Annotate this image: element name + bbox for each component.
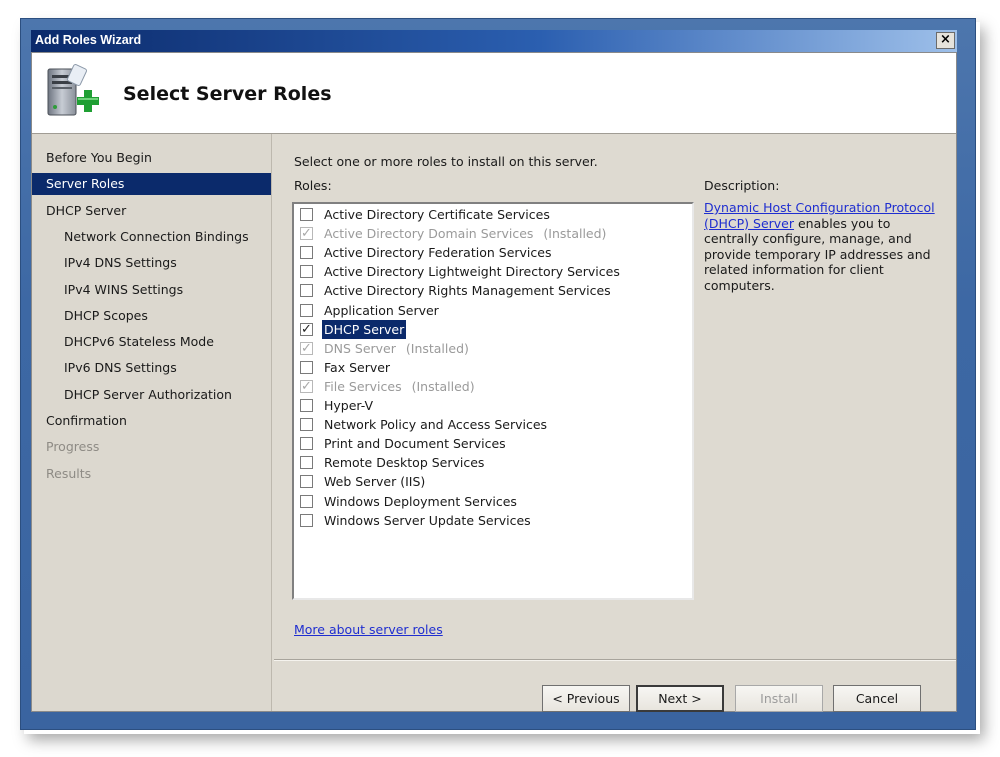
role-item[interactable] bbox=[300, 358, 392, 377]
role-label: Active Directory Domain Services bbox=[324, 226, 534, 242]
role-description bbox=[704, 200, 939, 293]
role-item[interactable] bbox=[300, 301, 441, 320]
roles-listbox[interactable] bbox=[292, 202, 694, 600]
role-item bbox=[300, 377, 475, 396]
role-item[interactable] bbox=[300, 434, 508, 453]
role-item[interactable] bbox=[300, 492, 519, 511]
role-label: DNS Server bbox=[324, 340, 396, 356]
role-item[interactable] bbox=[300, 453, 486, 472]
wizard-client-area bbox=[31, 52, 957, 712]
title-bar[interactable] bbox=[31, 30, 957, 52]
checkbox[interactable] bbox=[300, 514, 313, 527]
button-divider bbox=[274, 659, 956, 661]
role-label: Active Directory Rights Management Services bbox=[324, 283, 611, 299]
previous-button[interactable]: < Previous bbox=[542, 685, 630, 712]
role-item[interactable] bbox=[300, 281, 613, 300]
nav-step-network-connection-bindings[interactable]: Network Connection Bindings bbox=[64, 228, 249, 244]
checkbox[interactable] bbox=[300, 265, 313, 278]
installed-suffix: (Installed) bbox=[405, 340, 469, 356]
roles-label: Roles: bbox=[294, 178, 332, 193]
role-label: File Services bbox=[324, 378, 402, 394]
role-item[interactable] bbox=[300, 262, 622, 281]
role-label: Active Directory Federation Services bbox=[324, 245, 552, 261]
role-label: Active Directory Certificate Services bbox=[324, 207, 550, 222]
nav-step-server-roles[interactable]: Server Roles bbox=[32, 173, 271, 195]
installed-suffix: (Installed) bbox=[543, 226, 607, 242]
role-item[interactable] bbox=[300, 415, 549, 434]
nav-step-before-you-begin[interactable]: Before You Begin bbox=[46, 150, 152, 165]
more-about-server-roles-link[interactable]: More about server roles bbox=[294, 622, 443, 637]
checkbox[interactable] bbox=[300, 418, 313, 431]
checkbox-checked: ✓ bbox=[301, 378, 312, 394]
role-item bbox=[300, 224, 606, 243]
role-label: Hyper-V bbox=[324, 398, 374, 413]
role-label: Application Server bbox=[324, 302, 439, 318]
role-label: Remote Desktop Services bbox=[324, 455, 485, 471]
close-button[interactable] bbox=[936, 32, 955, 49]
role-label: Windows Server Update Services bbox=[324, 512, 531, 528]
nav-step-ipv6-dns-settings[interactable]: IPv6 DNS Settings bbox=[64, 360, 177, 376]
description-label: Description: bbox=[704, 178, 780, 193]
checkbox[interactable] bbox=[300, 399, 313, 412]
nav-step-dhcpv6-stateless-mode[interactable]: DHCPv6 Stateless Mode bbox=[64, 334, 214, 350]
cancel-button[interactable]: Cancel bbox=[833, 685, 921, 712]
close-icon: × bbox=[940, 32, 951, 47]
role-item[interactable] bbox=[300, 511, 533, 530]
nav-step-ipv4-dns-settings[interactable]: IPv4 DNS Settings bbox=[64, 255, 177, 271]
instruction-text: Select one or more roles to install on this server. bbox=[294, 154, 598, 169]
checkbox-checked: ✓ bbox=[301, 340, 312, 356]
role-item[interactable] bbox=[300, 205, 552, 224]
role-item[interactable] bbox=[300, 396, 375, 415]
nav-step-ipv4-wins-settings[interactable]: IPv4 WINS Settings bbox=[64, 281, 184, 297]
role-item[interactable] bbox=[300, 320, 406, 339]
window-title: Add Roles Wizard bbox=[35, 33, 142, 47]
wizard-header bbox=[32, 53, 956, 134]
role-label: Active Directory Lightweight Directory Services bbox=[324, 264, 620, 280]
checkbox[interactable] bbox=[300, 495, 313, 508]
nav-step-dhcp-server[interactable]: DHCP Server bbox=[46, 202, 127, 218]
role-item bbox=[300, 339, 469, 358]
checkbox-checked[interactable]: ✓ bbox=[301, 321, 312, 337]
checkbox[interactable] bbox=[300, 208, 313, 221]
nav-step-dhcp-server-authorization[interactable]: DHCP Server Authorization bbox=[64, 386, 232, 402]
checkbox[interactable] bbox=[300, 475, 313, 488]
server-add-icon bbox=[44, 63, 102, 123]
wizard-step-nav bbox=[32, 134, 272, 711]
nav-step-progress: Progress bbox=[46, 439, 100, 455]
installed-suffix: (Installed) bbox=[411, 378, 475, 394]
dhcp-help-link[interactable]: Dynamic Host Configuration Protocol (DHCP) Server bbox=[704, 200, 935, 231]
checkbox[interactable] bbox=[300, 284, 313, 297]
role-label: Network Policy and Access Services bbox=[324, 417, 548, 433]
main-panel bbox=[274, 134, 956, 711]
role-label: Fax Server bbox=[324, 359, 391, 375]
role-item[interactable] bbox=[300, 243, 553, 262]
checkbox[interactable] bbox=[300, 361, 313, 374]
nav-step-dhcp-scopes[interactable]: DHCP Scopes bbox=[64, 307, 148, 323]
next-button[interactable]: Next > bbox=[636, 685, 724, 712]
role-label: Print and Document Services bbox=[324, 436, 506, 452]
role-label: DHCP Server bbox=[324, 321, 405, 337]
description-text: enables you to centrally configure, manage, and provide temporary IP addresses and related information for client computers. bbox=[704, 215, 931, 293]
checkbox[interactable] bbox=[300, 304, 313, 317]
checkbox[interactable] bbox=[300, 246, 313, 259]
role-label: Web Server (IIS) bbox=[324, 474, 426, 490]
page-title: Select Server Roles bbox=[123, 83, 332, 105]
checkbox[interactable] bbox=[300, 437, 313, 450]
role-label: Windows Deployment Services bbox=[324, 493, 517, 509]
install-button[interactable]: Install bbox=[735, 685, 823, 712]
role-item[interactable] bbox=[300, 472, 427, 491]
checkbox[interactable] bbox=[300, 456, 313, 469]
nav-step-confirmation[interactable]: Confirmation bbox=[46, 413, 127, 428]
checkbox-checked: ✓ bbox=[301, 226, 312, 242]
wizard-window bbox=[20, 18, 976, 730]
nav-step-results: Results bbox=[46, 465, 92, 481]
